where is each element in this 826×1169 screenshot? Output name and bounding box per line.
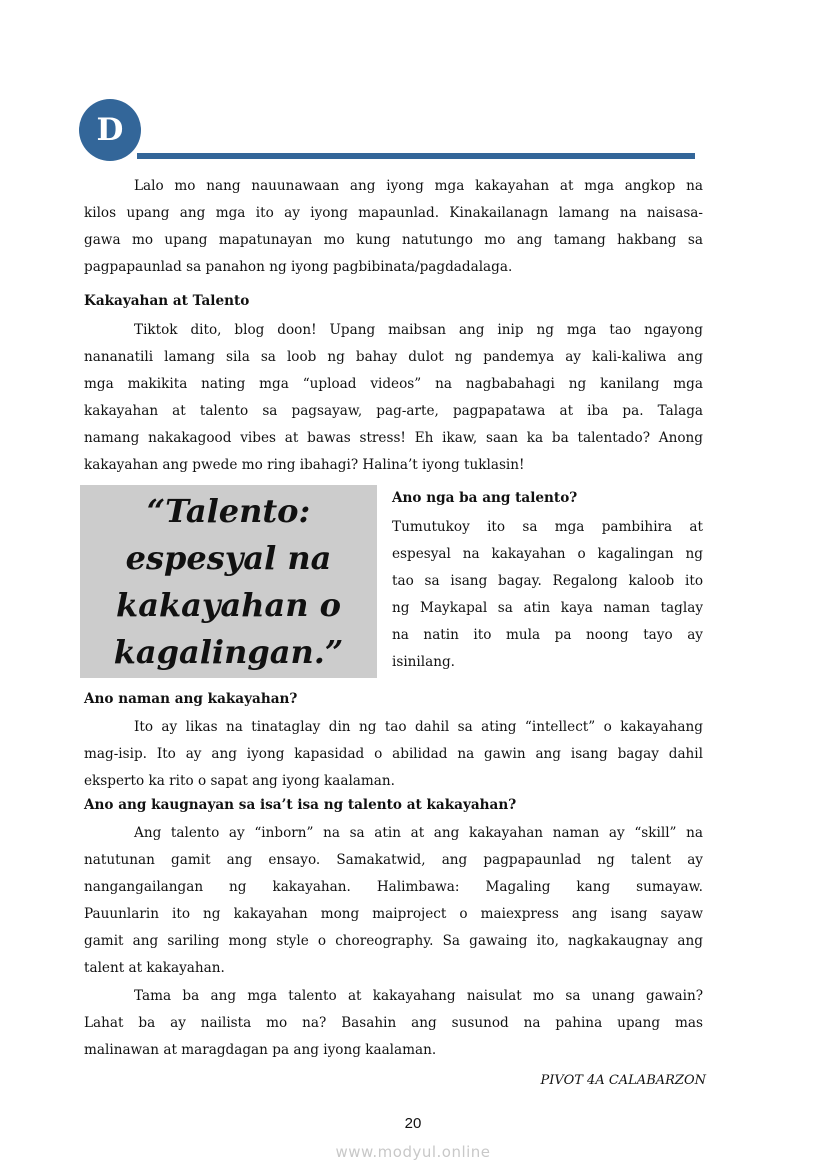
text-line: malinawan at maragdagan pa ang iyong kaalaman.: [84, 1042, 437, 1058]
text-line: natutunan gamit ang ensayo. Samakatwid, ang pagpapaunlad ng talent ay: [84, 852, 703, 868]
quote-line: espesyal na: [125, 538, 332, 577]
text-line: ng Maykapal sa atin kaya naman taglay: [392, 600, 703, 616]
page-number: 20: [404, 1115, 422, 1132]
text-line: Ito ay likas na tinataglay din ng tao dahil sa ating “intellect” o kakayahang: [134, 719, 703, 735]
text-line: gawa mo upang mapatunayan mo kung natutungo mo ang tamang hakbang sa: [84, 232, 703, 248]
text-line: Lahat ba ay nailista mo na? Basahin ang susunod na pahina upang mas: [84, 1015, 703, 1031]
text-line: isinilang.: [392, 654, 456, 670]
text-line: mga makikita nating mga “upload videos” na nagbabahagi ng kanilang mga: [84, 376, 703, 392]
text-line: kakayahan at talento sa pagsayaw, pag-arte, pagpapatawa at iba pa. Talaga: [84, 403, 703, 419]
text-line: na natin ito mula pa noong tayo ay: [392, 627, 703, 643]
quote-line: kagalingan.”: [113, 632, 344, 671]
paragraph-closing: [84, 983, 703, 1064]
paragraph-tiktok: [84, 317, 703, 479]
heading-kaugnayan: Ano ang kaugnayan sa isa’t isa ng talento at kakayahan?: [84, 797, 517, 813]
text-line: nananatili lamang sila sa loob ng bahay dulot ng pandemya ay kali-kaliwa ang: [84, 349, 703, 365]
text-line: namang nakakagood vibes at bawas stress! Eh ikaw, saan ka ba talentado? Anong: [84, 430, 703, 446]
watermark: www.modyul.online: [335, 1143, 491, 1161]
text-line: Lalo mo nang nauunawaan ang iyong mga kakayahan at mga angkop na: [134, 178, 703, 194]
text-line: eksperto ka rito o sapat ang iyong kaalaman.: [84, 773, 395, 789]
paragraph-talento-def: [392, 514, 703, 676]
section-rule: [137, 153, 695, 159]
text-line: Tama ba ang mga talento at kakayahang naisulat mo sa unang gawain?: [134, 988, 703, 1004]
quote-line: kakayahan o: [116, 585, 341, 624]
heading-kakayahan-at-talento: Kakayahan at Talento: [84, 293, 250, 309]
text-line: Tiktok dito, blog doon! Upang maibsan ang inip ng mga tao ngayong: [134, 322, 703, 338]
paragraph-kakayahan-def: [84, 714, 703, 795]
text-line: pagpapaunlad sa panahon ng iyong pagbibinata/pagdadalaga.: [84, 259, 513, 275]
text-line: nangangailangan ng kakayahan. Halimbawa: Magaling kang sumayaw.: [84, 879, 703, 895]
quote-line: “Talento:: [146, 491, 311, 530]
text-line: Tumutukoy ito sa mga pambihira at: [392, 519, 703, 535]
text-line: mag-isip. Ito ay ang iyong kapasidad o abilidad na gawin ang isang bagay dahil: [84, 746, 703, 762]
text-line: kakayahan ang pwede mo ring ibahagi? Halina’t iyong tuklasin!: [84, 457, 525, 473]
footer-label: PIVOT 4A CALABARZON: [540, 1073, 706, 1088]
text-line: gamit ang sariling mong style o choreography. Sa gawaing ito, nagkakaugnay ang: [84, 933, 703, 949]
text-line: kilos upang ang mga ito ay iyong mapaunlad. Kinakailanagn lamang na naisasa-: [84, 205, 703, 221]
text-line: espesyal na kakayahan o kagalingan ng: [392, 546, 703, 562]
section-badge: D: [79, 99, 141, 161]
text-line: Ang talento ay “inborn” na sa atin at ang kakayahan naman ay “skill” na: [134, 825, 703, 841]
text-line: Pauunlarin ito ng kakayahan mong maiproject o maiexpress ang isang sayaw: [84, 906, 703, 922]
paragraph-kaugnayan: [84, 820, 703, 982]
paragraph-intro: [84, 173, 703, 281]
text-line: tao sa isang bagay. Regalong kaloob ito: [392, 573, 703, 589]
text-line: talent at kakayahan.: [84, 960, 225, 976]
heading-ano-ang-kakayahan: Ano naman ang kakayahan?: [84, 691, 298, 707]
quote-box: [80, 485, 377, 678]
heading-ano-ang-talento: Ano nga ba ang talento?: [392, 490, 578, 506]
